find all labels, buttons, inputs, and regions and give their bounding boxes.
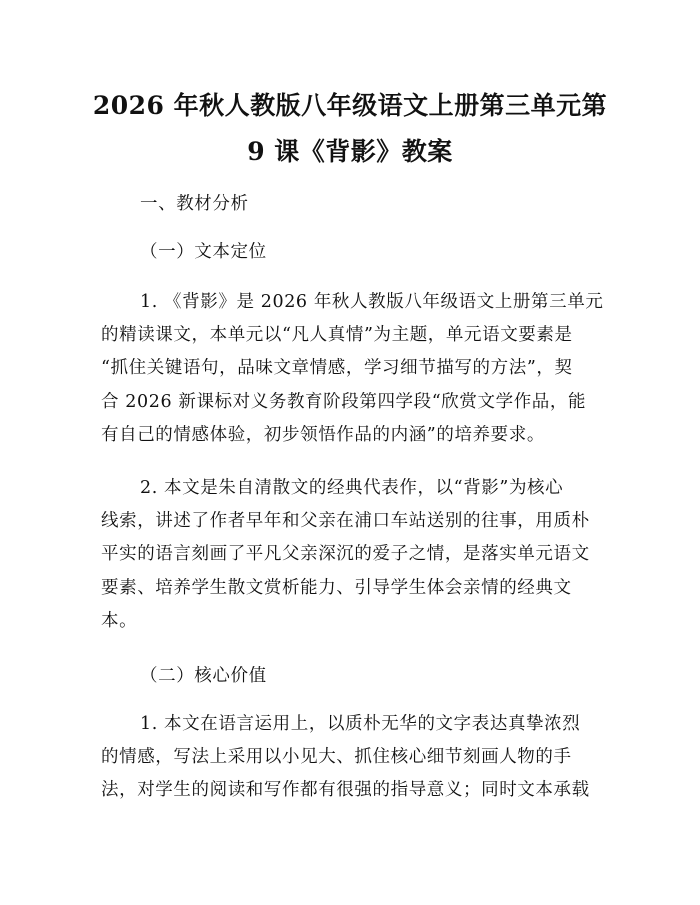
section-heading: 一、教材分析 [140, 194, 249, 214]
subsection-heading: （一）文本定位 [140, 242, 267, 262]
paragraph-line: 2. 本文是朱自清散文的经典代表作，以“背影”为核心 [140, 478, 564, 498]
paragraph-line: 本。 [101, 611, 138, 631]
paragraph-line: 要素、培养学生散文赏析能力、引导学生体会亲情的经典文 [101, 578, 572, 598]
paragraph-line: 有自己的情感体验，初步领悟作品的内涵”的培养要求。 [101, 425, 545, 445]
paragraph-line: 1. 本文在语言运用上，以质朴无华的文字表达真挚浓烈 [140, 714, 581, 734]
paragraph-line: 平实的语言刻画了平凡父亲深沉的爱子之情，是落实单元语文 [101, 544, 590, 564]
paragraph-line: 的情感，写法上采用以小见大、抓住核心细节刻画人物的手 [101, 747, 572, 767]
subsection-heading: （二）核心价值 [140, 666, 267, 686]
document-title-line-1: 2026 年秋人教版八年级语文上册第三单元第 [92, 91, 608, 120]
document-title-line-2: 9 课《背影》教案 [247, 137, 453, 166]
paragraph-line: 1. 《背影》是 2026 年秋人教版八年级语文上册第三单元 [140, 292, 604, 312]
paragraph-line: 法，对学生的阅读和写作都有很强的指导意义；同时文本承载 [101, 780, 590, 800]
paragraph-line: 的精读课文，本单元以“凡人真情”为主题，单元语文要素是 [101, 325, 573, 345]
paragraph-line: 合 2026 新课标对义务教育阶段第四学段“欣赏文学作品，能 [101, 392, 587, 412]
paragraph-line: “抓住关键语句，品味文章情感，学习细节描写的方法”，契 [101, 358, 573, 378]
paragraph-line: 线索，讲述了作者早年和父亲在浦口车站送别的往事，用质朴 [101, 511, 590, 531]
